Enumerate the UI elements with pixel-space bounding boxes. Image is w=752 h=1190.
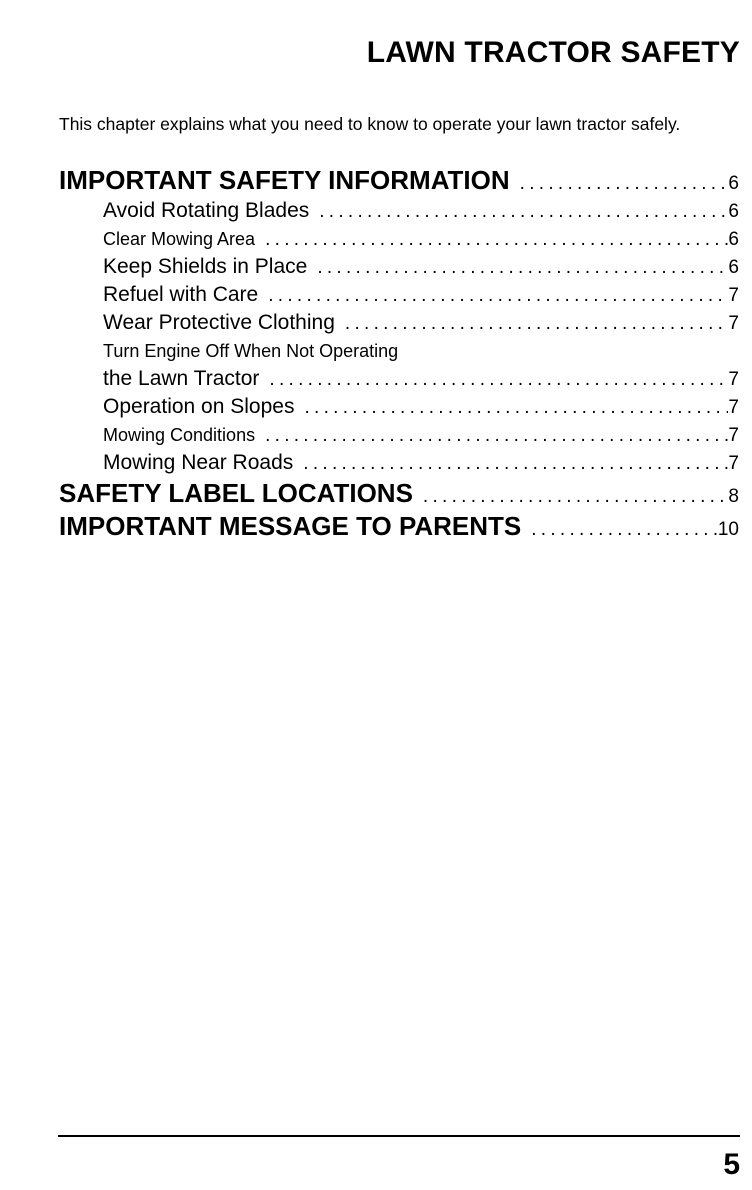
toc-entry-page: 7 — [728, 285, 739, 306]
toc-entry-page: 6 — [728, 257, 739, 278]
dot-leader — [259, 366, 728, 394]
toc-entry-page: 8 — [728, 486, 739, 507]
toc-entry-clear-mowing-area[interactable] — [59, 225, 739, 253]
footer-rule — [58, 1135, 740, 1137]
dot-leader — [309, 198, 728, 226]
toc-entry-label: Refuel with Care — [103, 283, 259, 306]
toc-entry-page: 10 — [717, 519, 739, 540]
toc-entry-page: 6 — [728, 229, 739, 250]
dot-leader — [258, 282, 728, 310]
toc-entry-wear-protective-clothing[interactable] — [59, 309, 739, 337]
dot-leader — [293, 450, 728, 478]
toc-entry-refuel-with-care[interactable] — [59, 281, 739, 309]
toc-entry-label: Mowing Conditions — [103, 425, 256, 445]
table-of-contents — [59, 164, 739, 543]
toc-entry-label: Mowing Near Roads — [103, 451, 294, 474]
toc-entry-mowing-conditions[interactable] — [59, 421, 739, 449]
toc-entry-page: 6 — [728, 201, 739, 222]
toc-entry-mowing-near-roads[interactable] — [59, 449, 739, 477]
toc-entry-page: 7 — [728, 369, 739, 390]
toc-entry-turn-engine-off-line2[interactable] — [59, 365, 739, 393]
toc-entry-important-message-to-parents[interactable] — [59, 510, 739, 543]
toc-entry-safety-label-locations[interactable] — [59, 477, 739, 510]
dot-leader — [255, 422, 728, 450]
dot-leader — [521, 513, 718, 546]
toc-entry-label: IMPORTANT SAFETY INFORMATION — [59, 165, 510, 195]
toc-entry-label: the Lawn Tractor — [103, 367, 260, 390]
dot-leader — [294, 394, 728, 422]
toc-entry-label: Keep Shields in Place — [103, 255, 308, 278]
toc-entry-keep-shields-in-place[interactable] — [59, 253, 739, 281]
dot-leader — [413, 480, 729, 513]
toc-entry-avoid-rotating-blades[interactable] — [59, 197, 739, 225]
page-title: LAWN TRACTOR SAFETY — [366, 36, 740, 69]
dot-leader — [335, 310, 729, 338]
intro-paragraph: This chapter explains what you need to know to operate your lawn tractor safely. — [59, 114, 681, 134]
toc-entry-label: Avoid Rotating Blades — [103, 199, 310, 222]
toc-entry-important-safety-information[interactable] — [59, 164, 739, 197]
toc-entry-label: SAFETY LABEL LOCATIONS — [59, 478, 413, 508]
dot-leader — [307, 254, 728, 282]
toc-entry-page: 7 — [728, 425, 739, 446]
toc-entry-label: Wear Protective Clothing — [103, 311, 335, 334]
page-number: 5 — [723, 1148, 740, 1181]
toc-entry-page: 6 — [728, 173, 739, 194]
toc-entry-label: Operation on Slopes — [103, 395, 295, 418]
toc-entry-page: 7 — [728, 313, 739, 334]
toc-entry-turn-engine-off-line1[interactable] — [59, 337, 739, 365]
dot-leader — [510, 167, 729, 200]
toc-entry-page: 7 — [728, 453, 739, 474]
toc-entry-label: Turn Engine Off When Not Operating — [103, 341, 399, 361]
toc-entry-page: 7 — [728, 397, 739, 418]
toc-entry-operation-on-slopes[interactable] — [59, 393, 739, 421]
toc-entry-label: Clear Mowing Area — [103, 229, 256, 249]
toc-entry-label: IMPORTANT MESSAGE TO PARENTS — [59, 511, 522, 541]
dot-leader — [255, 226, 728, 254]
